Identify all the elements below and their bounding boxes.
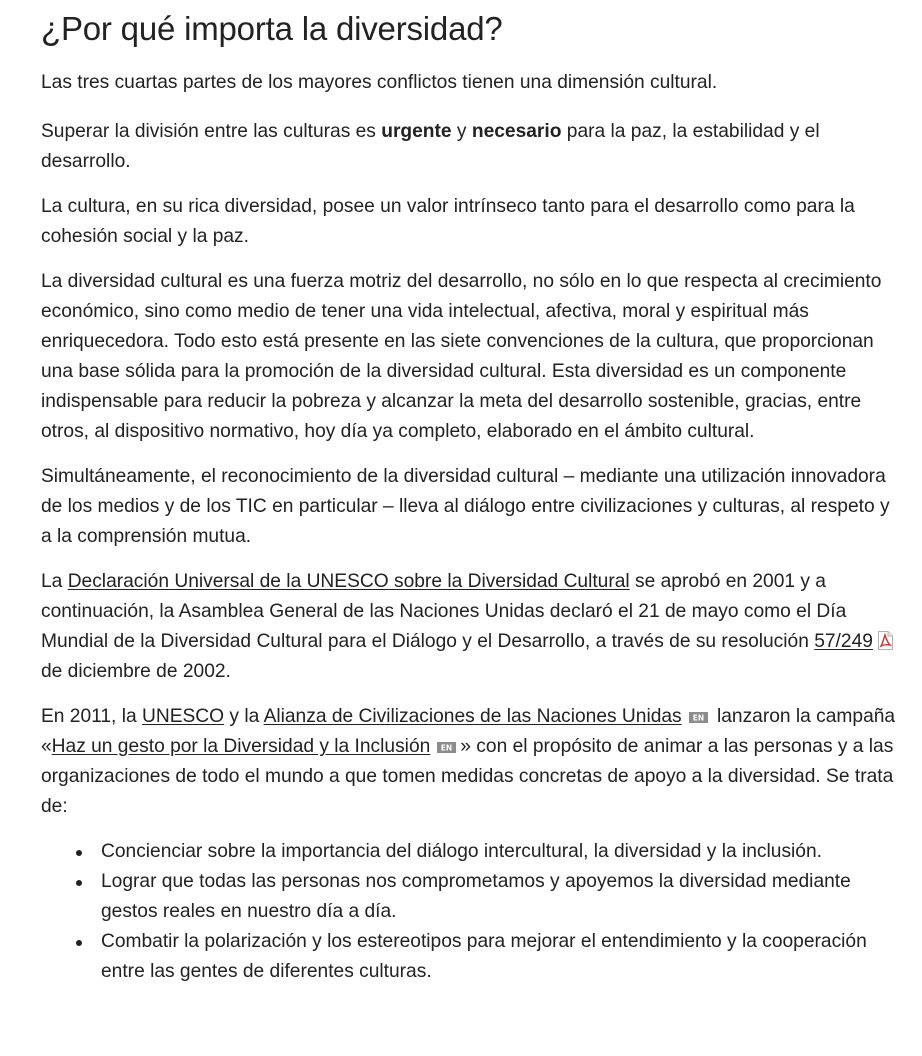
article — [41, 0, 899, 987]
page-title: ¿Por qué importa la diversidad? — [41, 10, 503, 47]
paragraph-campaign: En 2011, la UNESCO y la Alianza de Civilizaciones de las Naciones Unidas EN lanzaron la campaña «Haz un gesto por la Diversidad y la Inclusión EN » con el propósito de animar a las personas y a las organizaciones de todo el mundo a que tomen medidas concretas de apoyo a la diversidad. Se trata de: — [41, 706, 896, 817]
svg-text:EN: EN — [692, 713, 704, 723]
list-item: Concienciar sobre la importancia del diálogo intercultural, la diversidad y la inclusión. — [101, 837, 899, 867]
paragraph-urgency: Superar la división entre las culturas es urgente y necesario para la paz, la estabilidad y el desarrollo. — [41, 121, 820, 172]
svg-text:EN: EN — [441, 743, 453, 753]
english-language-icon — [689, 712, 708, 723]
link-resolution[interactable]: 57/249 — [814, 631, 873, 652]
paragraph-declaration: La Declaración Universal de la UNESCO sobre la Diversidad Cultural se aprobó en 2001 y a continuación, la Asamblea General de las Naciones Unidas declaró el 21 de mayo como el Día Mundial de la Diversidad Cultural para el Diálogo y el Desarrollo, a través de su resolución 57/249 de diciembre de 2002. — [41, 567, 899, 687]
english-language-icon — [437, 742, 456, 753]
list-item: Combatir la polarización y los estereotipos para mejorar el entendimiento y la cooperación entre las gentes de diferentes culturas. — [101, 927, 899, 987]
paragraph-conflicts: Las tres cuartas partes de los mayores conflictos tienen una dimensión cultural. — [41, 72, 718, 93]
link-campaign[interactable]: Haz un gesto por la Diversidad y la Inclusión — [51, 736, 431, 757]
paragraph-recognition: Simultáneamente, el reconocimiento de la diversidad cultural – mediante una utilización innovadora de los medios y de los TIC en particular – lleva al diálogo entre civilizaciones y culturas, al respeto y a la comprensión mutua. — [41, 466, 890, 547]
paragraph-driving-force: La diversidad cultural es una fuerza motriz del desarrollo, no sólo en lo que respecta al crecimiento económico, sino como medio de tener una vida intelectual, afectiva, moral y espiritual más enriquecedora. Todo esto está presente en las siete convenciones de la cultura, que proporcionan una base sólida para la promoción de la diversidad cultural. Esta diversidad es un componente indispensable para reducir la pobreza y alcanzar la meta del desarrollo sostenible, gracias, entre otros, al dispositivo normativo, hoy día ya completo, elaborado en el ámbito cultural. — [41, 271, 882, 442]
paragraph-intrinsic-value: La cultura, en su rica diversidad, posee un valor intrínseco tanto para el desarrollo como para la cohesión social y la paz. — [41, 196, 855, 247]
bold-urgente: urgente — [381, 121, 452, 142]
pdf-icon[interactable] — [877, 631, 894, 650]
link-unesco[interactable]: UNESCO — [142, 706, 225, 727]
list-item: Lograr que todas las personas nos comprometamos y apoyemos la diversidad mediante gestos reales en nuestro día a día. — [101, 867, 899, 927]
goals-list — [41, 837, 899, 987]
link-alliance-civilizations[interactable]: Alianza de Civilizaciones de las Naciones Unidas — [263, 706, 682, 727]
bold-necesario: necesario — [471, 121, 562, 142]
link-declaration[interactable]: Declaración Universal de la UNESCO sobre la Diversidad Cultural — [67, 571, 630, 592]
